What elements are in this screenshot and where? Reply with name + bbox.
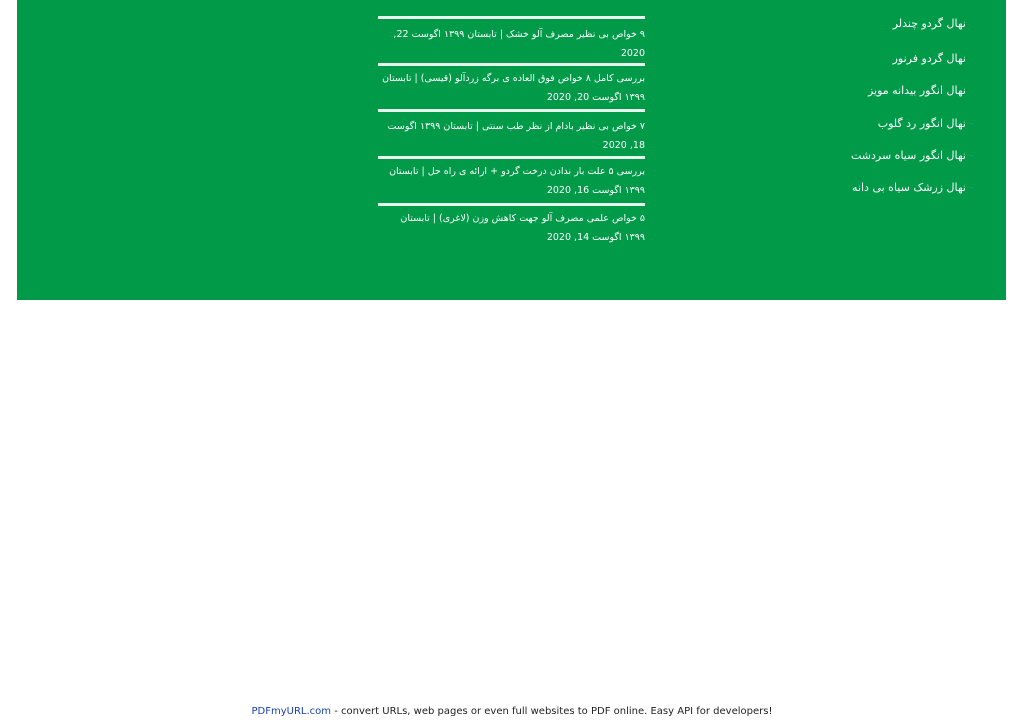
- post-item[interactable]: [378, 25, 645, 63]
- pdf-footer: [0, 706, 1024, 717]
- post-divider: [378, 156, 645, 159]
- post-divider: [378, 16, 645, 19]
- post-date: اگوست 16, 2020: [546, 185, 622, 196]
- post-title[interactable]: بررسی کامل ۸ خواص فوق العاده ی برگه زردآلو (قیسی) | تابستان ۱۳۹۹: [382, 73, 645, 103]
- post-item[interactable]: [378, 117, 645, 155]
- post-title[interactable]: ۷ خواص بی نظیر بادام از نظر طب سنتی | تابستان ۱۳۹۹: [419, 121, 645, 132]
- footer-text: - convert URLs, web pages or even full websites to PDF online. Easy API for developers!: [331, 706, 773, 717]
- post-divider: [378, 63, 645, 66]
- post-date: اگوست 18, 2020: [387, 121, 645, 151]
- link-grape-red-globe[interactable]: نهال انگور رد گلوب: [877, 117, 966, 130]
- link-grape-black-sardasht[interactable]: نهال انگور سیاه سردشت: [850, 149, 966, 162]
- footer-brand-link[interactable]: PDFmyURL.com: [251, 706, 332, 717]
- link-seedless-black-barberry[interactable]: نهال زرشک سیاه بی دانه: [852, 181, 966, 194]
- post-title[interactable]: بررسی ۵ علت بار ندادن درخت گردو + ارائه ی راه حل | تابستان ۱۳۹۹: [389, 166, 645, 196]
- post-date: اگوست 20, 2020: [546, 92, 622, 103]
- link-grape-seedless-raisin[interactable]: نهال انگور بیدانه مویز: [867, 84, 966, 97]
- post-item[interactable]: [378, 69, 645, 107]
- post-title[interactable]: ۹ خواص بی نظیر مصرف آلو خشک | تابستان ۱۳۹۹: [443, 29, 645, 40]
- post-divider: [378, 203, 645, 206]
- post-item[interactable]: [378, 162, 645, 200]
- post-date: اگوست 14, 2020: [546, 232, 622, 243]
- post-item[interactable]: [378, 209, 645, 247]
- link-walnut-fernor[interactable]: نهال گردو فرنور: [892, 52, 966, 65]
- link-walnut-chandler[interactable]: نهال گردو چندلر: [892, 17, 966, 30]
- post-title[interactable]: ۵ خواص علمی مصرف آلو جهت کاهش وزن (لاغری) | تابستان ۱۳۹۹: [400, 213, 645, 243]
- post-divider: [378, 109, 645, 112]
- post-date: اگوست 22, 2020: [393, 29, 645, 59]
